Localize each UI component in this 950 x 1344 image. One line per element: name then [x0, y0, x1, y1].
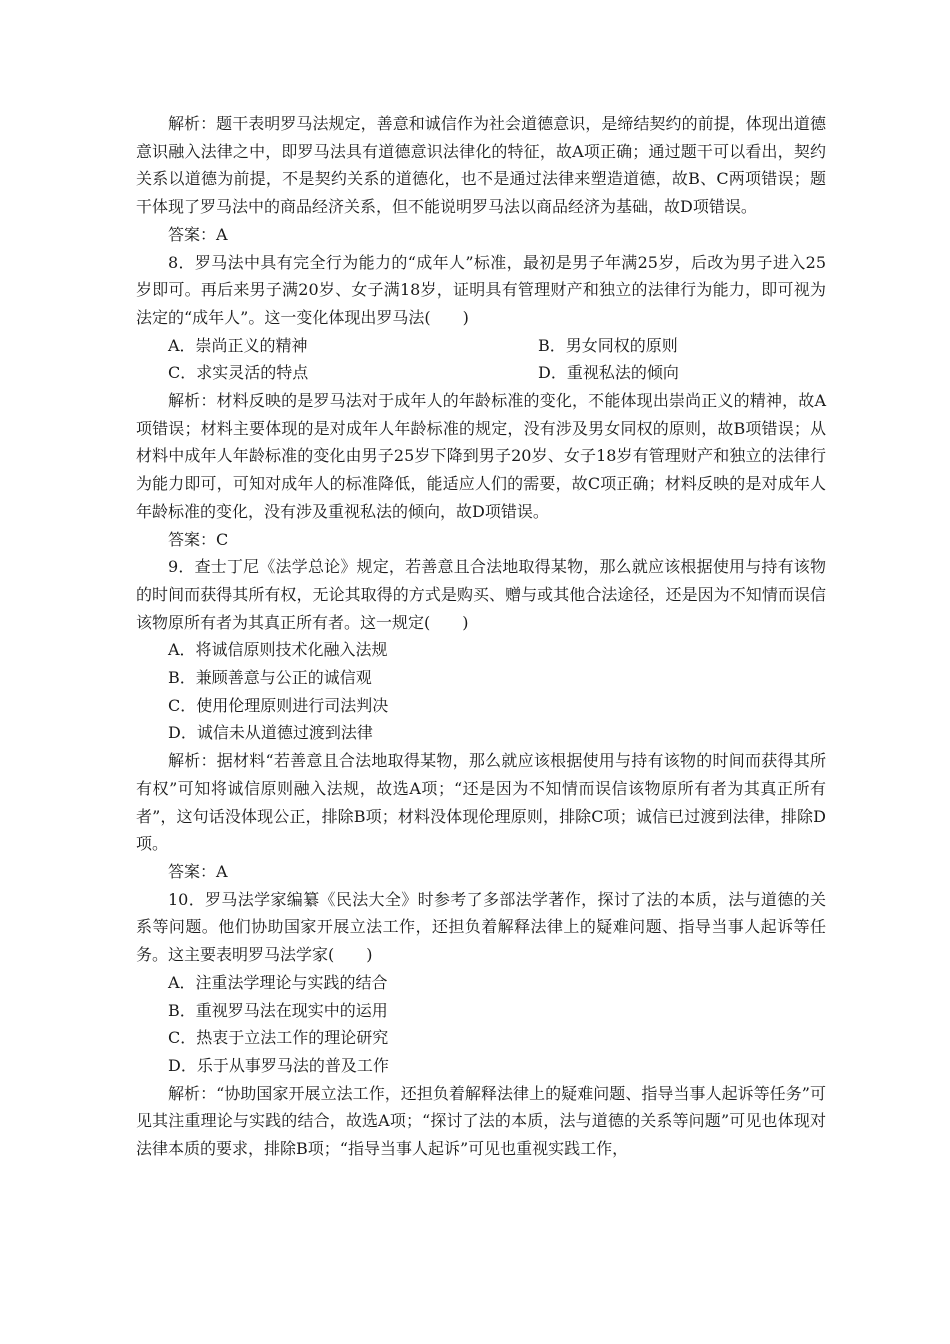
question-9-block — [136, 553, 826, 885]
question-10-block — [136, 886, 826, 1163]
q8-analysis: 解析：材料反映的是罗马法对于成年人的年龄标准的变化，不能体现出崇尚正义的精神，故A项错误；材料主要体现的是对成年人年龄标准的规定，没有涉及男女同权的原则，故B项错误；从材料中成年人年龄标准的变化由男子25岁下降到男子20岁、女子18岁有管理财产和独立的法律行为能力即可，可知对成年人的标准降低，能适应人们的需要，故C项正确；材料反映的是对成年人年龄标准的变化，没有涉及重视私法的倾向，故D项错误。 — [136, 391, 826, 521]
q10-question: 10．罗马法学家编纂《民法大全》时参考了多部法学著作，探讨了法的本质，法与道德的关系等问题。他们协助国家开展立法工作，还担负着解释法律上的疑难问题、指导当事人起诉等任务。这主要表明罗马法学家( ) — [136, 889, 826, 965]
q9-option-d: D．诚信未从道德过渡到法律 — [168, 723, 373, 743]
question-8-block — [136, 249, 826, 554]
q10-analysis: 解析：“协助国家开展立法工作，还担负着解释法律上的疑难问题、指导当事人起诉等任务”可见其注重理论与实践的结合，故选A项；“探讨了法的本质，法与道德的关系等问题”可见也体现对法律本质的要求，排除B项；“指导当事人起诉”可见也重视实践工作， — [136, 1083, 826, 1159]
q7-answer: 答案：A — [168, 224, 228, 244]
q10-option-a: A．注重法学理论与实践的结合 — [168, 972, 388, 992]
q8-option-c: C．求实灵活的特点 — [168, 363, 309, 383]
q8-question: 8．罗马法中具有完全行为能力的“成年人”标准，最初是男子年满25岁，后改为男子进入25岁即可。再后来男子满20岁、女子满18岁，证明具有管理财产和独立的法律行为能力，即可视为法定的“成年人”。这一变化体现出罗马法( ) — [136, 252, 826, 327]
q9-answer: 答案：A — [168, 861, 228, 881]
q8-answer: 答案：C — [168, 529, 229, 549]
document-page — [136, 110, 826, 1163]
q9-option-a: A．将诚信原则技术化融入法规 — [168, 640, 388, 660]
q9-question: 9．查士丁尼《法学总论》规定，若善意且合法地取得某物，那么就应该根据使用与持有该物的时间而获得其所有权，无论其取得的方式是购买、赠与或其他合法途径，还是因为不知情而误信该物原所有者为其真正所有者。这一规定( ) — [136, 557, 826, 632]
q10-option-b: B．重视罗马法在现实中的运用 — [168, 1000, 388, 1020]
q8-options-row-1 — [136, 332, 826, 360]
q7-analysis: 解析：题干表明罗马法规定，善意和诚信作为社会道德意识，是缔结契约的前提，体现出道德意识融入法律之中，即罗马法具有道德意识法律化的特征，故A项正确；通过题干可以看出，契约关系以道德为前提，不是契约关系的道德化，也不是通过法律来塑造道德，故B、C两项错误；题干体现了罗马法中的商品经济关系，但不能说明罗马法以商品经济为基础，故D项错误。 — [136, 114, 826, 217]
q9-analysis: 解析：据材料“若善意且合法地取得某物，那么就应该根据使用与持有该物的时间而获得其所有权”可知将诚信原则融入法规，故选A项；“还是因为不知情而误信该物原所有者为其真正所有者”，这句话没体现公正，排除B项；材料没体现伦理原则，排除C项；诚信已过渡到法律，排除D项。 — [136, 751, 826, 854]
question-7-block — [136, 110, 826, 249]
q9-option-b: B．兼顾善意与公正的诚信观 — [168, 668, 372, 688]
q8-options-row-2 — [136, 359, 826, 387]
q8-option-a: A．崇尚正义的精神 — [168, 335, 308, 355]
q8-option-b: B．男女同权的原则 — [538, 335, 678, 355]
q10-option-c: C．热衷于立法工作的理论研究 — [168, 1028, 389, 1048]
q9-option-c: C．使用伦理原则进行司法判决 — [168, 695, 389, 715]
q8-option-d: D．重视私法的倾向 — [538, 363, 679, 383]
q10-option-d: D．乐于从事罗马法的普及工作 — [168, 1055, 389, 1075]
